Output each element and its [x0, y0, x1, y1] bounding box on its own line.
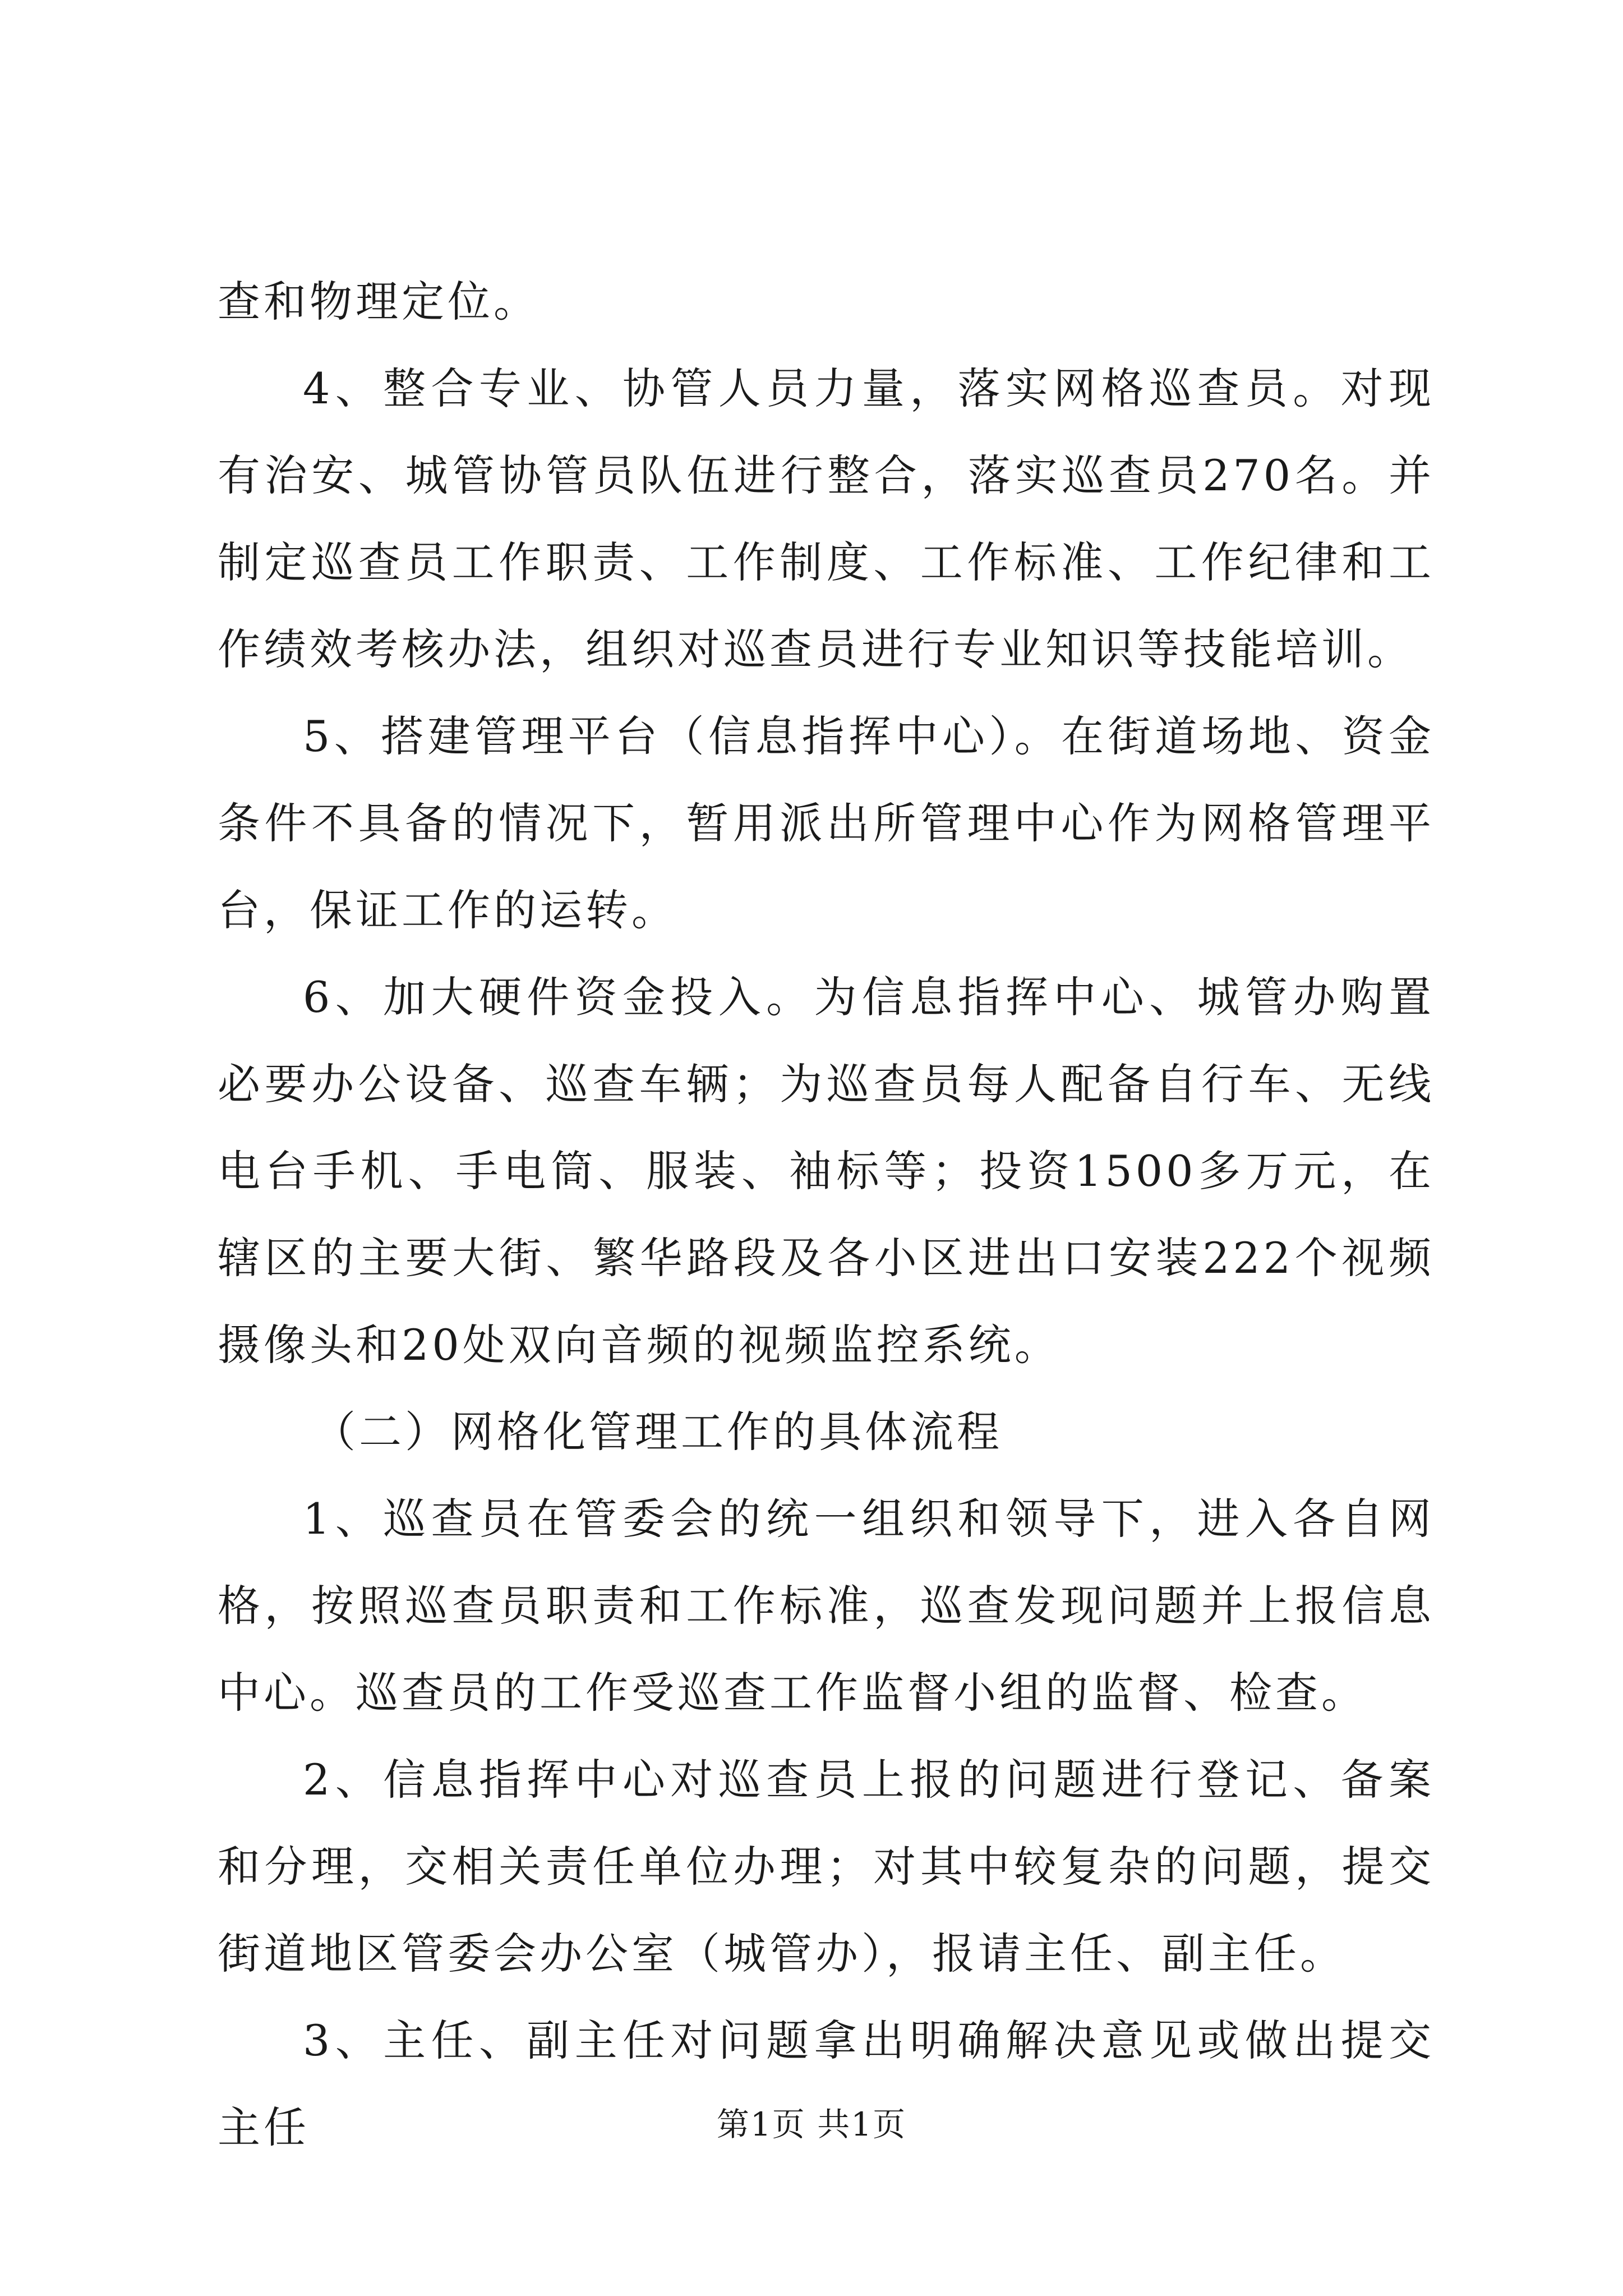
section-heading: （二）网格化管理工作的具体流程 [313, 1407, 1003, 1457]
paragraph-step-2: 2、信息指挥中心对巡查员上报的问题进行登记、备案和分理，交相关责任单位办理；对其中较复杂的问题，提交街道地区管委会办公室（城管办），报请主任、副主任。 [218, 1755, 1435, 1978]
paragraph-item-4: 4、整合专业、协管人员力量，落实网格巡查员。对现有治安、城管协管员队伍进行整合，落实巡查员270名。并制定巡查员工作职责、工作制度、工作标准、工作纪律和工作绩效考核办法，组织对巡查员进行专业知识等技能培训。 [218, 364, 1435, 674]
paragraph-item-6: 6、加大硬件资金投入。为信息指挥中心、城管办购置必要办公设备、巡查车辆；为巡查员每人配备自行车、无线电台手机、手电筒、服装、袖标等；投资1500多万元，在辖区的主要大街、繁华路段及各小区进出口安装222个视频摄像头和20处双向音频的视频监控系统。 [218, 972, 1435, 1370]
paragraph-step-1: 1、巡查员在管委会的统一组织和领导下，进入各自网格，按照巡查员职责和工作标准，巡查发现问题并上报信息中心。巡查员的工作受巡查工作监督小组的监督、检查。 [218, 1494, 1435, 1718]
page-footer: 第1页 共1页 [716, 2105, 907, 2143]
document-body [218, 258, 1435, 2171]
paragraph-step-3: 3、主任、副主任对问题拿出明确解决意见或做出提交主任 [218, 2016, 1435, 2152]
paragraph-item-5: 5、搭建管理平台（信息指挥中心）。在街道场地、资金条件不具备的情况下，暂用派出所管理中心作为网格管理平台，保证工作的运转。 [218, 711, 1435, 935]
paragraph-continuation: 查和物理定位。 [218, 277, 540, 326]
